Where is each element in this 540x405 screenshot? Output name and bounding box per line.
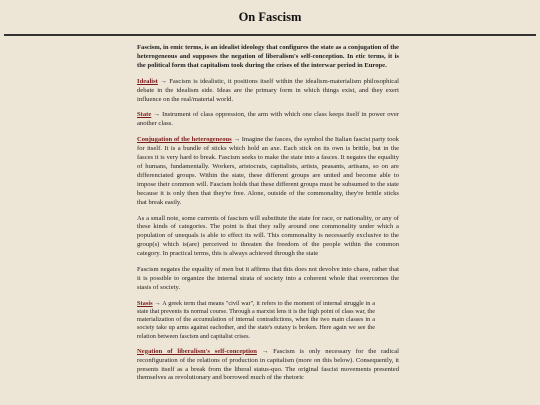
body-paragraph: Fascism negates the equality of men but it affirms that this does not devolve into chaos, rather that it is possible to organize the internal strata of society into a coherent whole that overcomes the stasis of society. [137,266,399,291]
term-link-negation[interactable]: Negation of liberalism's self-conception [137,347,257,355]
definition-text: Fascism is only necessary for the radical reconfiguration of the relations of production in capitalism (more on this below). Consequently, it presents itself as a break from the liberal status-quo. The original fascist movements presented themselves as revolutionary and borrowed much of the rhetoric [137,347,399,382]
note-text: A greek term that means "civil war", it refers to the moment of internal struggle in a state that prevents its normal course. Through a marxist lens it is the high point of class war, the materialization of the accumulation of internal contradictions, when the two main classes in a society take up arms against eachother, and the state's eutaxy is broken. Here again we see the relation between fascism and capitalist crises. [137,299,375,340]
definition-state [137,111,399,129]
page-title: On Fascism [238,9,302,24]
term-link-stasis[interactable]: Stasis [137,299,153,307]
term-link-state[interactable]: State [137,111,152,119]
definition-text: Imagine the fasces, the symbol the Italian fascist party took for itself. It is a bundle of sticks which hold an axe. Each stick on its own is brittle, but in the fasces it is very hard to break. Fascism seeks to make the state into a fasces. It negates the equality of humans, fundamentally. Workers, aristocrats, capitalists, artists, peasants, artisans, so on are differenciated groups. Within the state, these different groups are united and become able to impose their common will. Fascism holds that these different groups must be subsumed to the state because it is only then that they're free. Alone, outside of the commonality, they're brittle sticks that break easily. [137,136,399,206]
definition-idealist [137,78,399,105]
arrow-icon: → [261,347,269,355]
body-paragraph: As a small note, some currents of fascism will substitute the state for race, or nationality, or any of these kinds of categories. The point is that they rally around one commonality under which a population of unequals is able to effect its will. This commonality is necessarily exclusive to the group(s) which is(are) perceived to threaten the freedom of the people within the common category. In practical terms, this is always achieved through the state [137,214,399,258]
term-link-idealist[interactable]: Idealist [137,77,158,85]
definition-conjugation [137,136,399,207]
stasis-note [137,300,375,341]
definition-negation [137,348,399,384]
definition-text: Instrument of class oppression, the arm with which one class keeps itself in power over another class. [137,111,399,128]
arrow-icon: → [153,111,161,119]
arrow-icon: → [160,77,167,85]
page-header [0,0,540,34]
article-body [137,36,399,383]
arrow-icon: → [154,299,161,307]
term-link-conjugation[interactable]: Conjugation of the heterogeneous [137,136,232,144]
definition-text: Fascism is idealistic, it positions itself within the idealism-materialism philosophical debate in the idealism side. Ideas are the primary form in which things exist, and they exert influence on the real/material world. [137,77,399,103]
arrow-icon: → [233,136,241,144]
intro-paragraph: Fascism, in emic terms, is an idealist ideology that configures the state as a conjugation of the heterogeneous and supposes the negation of liberalism's self-conception. In etic terms, it is the political form that capitalism took during the crises of the interwar period in Europe. [137,44,399,69]
